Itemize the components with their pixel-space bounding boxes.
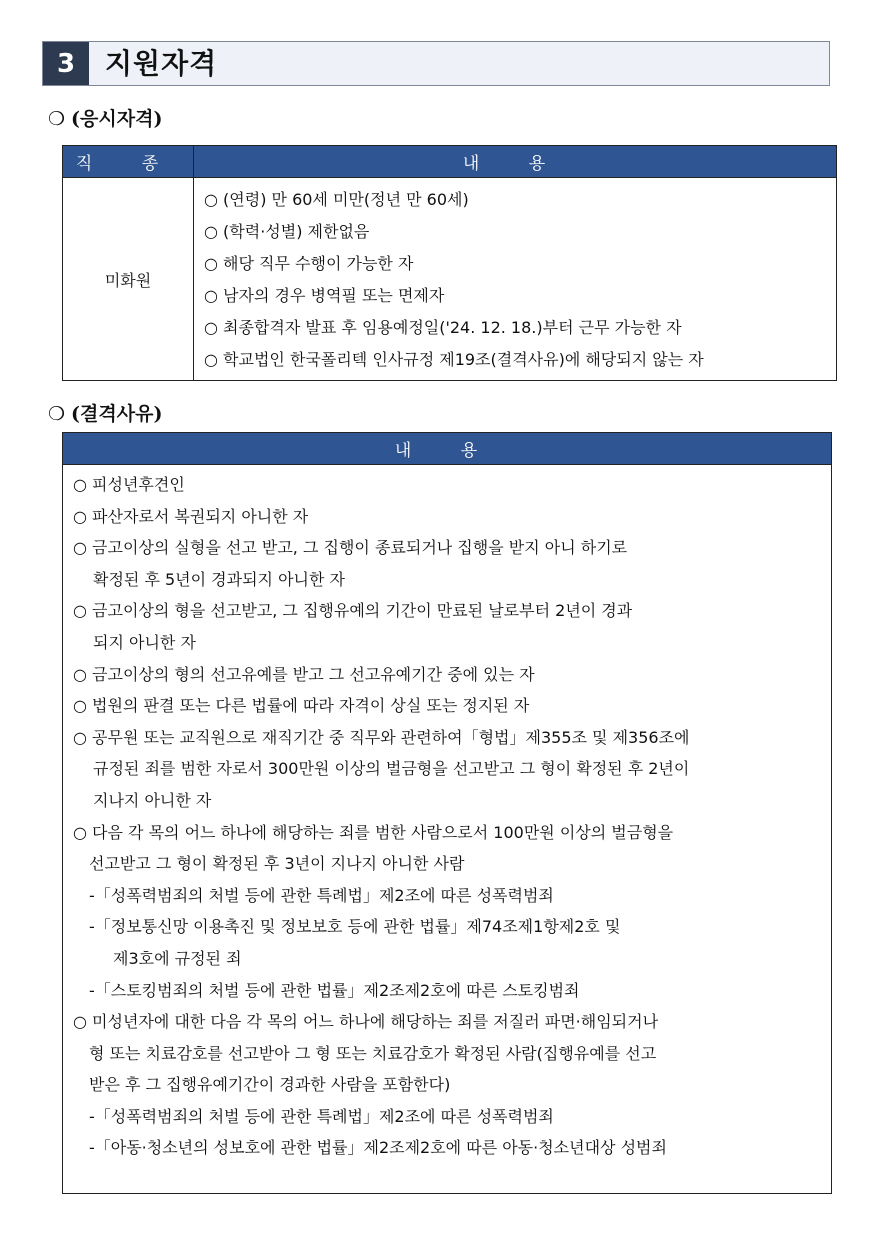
- qualification-items-cell: [194, 178, 837, 381]
- disqualification-line: ○ 공무원 또는 교직원으로 재직기간 중 직무와 관련하여「형법」제355조 및 제356조에: [73, 727, 690, 747]
- qualification-item: ○ 해당 직무 수행이 가능한 자: [204, 254, 414, 273]
- column-header-content: 내 용: [63, 433, 832, 465]
- disqualification-items-cell: [63, 465, 832, 1194]
- disqualifications-heading: [48, 399, 162, 426]
- disqualification-line: -「성폭력범죄의 처벌 등에 관한 특례법」제2조에 따른 성폭력범죄: [89, 1106, 554, 1126]
- bullet-icon: ❍: [48, 403, 66, 425]
- job-title-cell: 미화원: [63, 178, 194, 381]
- qualification-item: ○ 남자의 경우 병역필 또는 면제자: [204, 286, 445, 305]
- disqualification-line: ○ 미성년자에 대한 다음 각 목의 어느 하나에 해당하는 죄를 저질러 파면·해임되거나: [73, 1012, 659, 1032]
- qualifications-heading: [48, 104, 162, 131]
- qualification-item: ○ (연령) 만 60세 미만(정년 만 60세): [204, 190, 469, 209]
- section-title: 지원자격: [105, 47, 218, 80]
- disqualification-line: -「스토킹범죄의 처벌 등에 관한 법률」제2조제2호에 따른 스토킹범죄: [89, 980, 580, 1000]
- disqualifications-heading-text: (결격사유): [71, 403, 163, 425]
- disqualification-line: ○ 법원의 판결 또는 다른 법률에 따라 자격이 상실 또는 정지된 자: [73, 696, 530, 716]
- disqualification-line: -「정보통신망 이용촉진 및 정보보호 등에 관한 법률」제74조제1항제2호 및: [89, 917, 621, 937]
- disqualification-line: 선고받고 그 형이 확정된 후 3년이 지나지 아니한 사람: [89, 854, 465, 874]
- disqualification-line: 형 또는 치료감호를 선고받아 그 형 또는 치료감호가 확정된 사람(집행유예를 선고: [89, 1043, 657, 1063]
- disqualification-line: ○ 금고이상의 형의 선고유예를 받고 그 선고유예기간 중에 있는 자: [73, 664, 535, 684]
- disqualification-line: 확정된 후 5년이 경과되지 아니한 자: [93, 569, 345, 589]
- qualification-item: ○ 최종합격자 발표 후 임용예정일('24. 12. 18.)부터 근무 가능한 자: [204, 318, 682, 337]
- disqualification-line: ○ 다음 각 목의 어느 하나에 해당하는 죄를 범한 사람으로서 100만원 이상의 벌금형을: [73, 822, 674, 842]
- qualification-item: ○ 학교법인 한국폴리텍 인사규정 제19조(결격사유)에 해당되지 않는 자: [204, 350, 704, 369]
- bullet-icon: ❍: [48, 108, 66, 130]
- qualification-item: ○ (학력·성별) 제한없음: [204, 222, 370, 241]
- section-header: [42, 41, 830, 86]
- disqualification-line: ○ 파산자로서 복권되지 아니한 자: [73, 506, 309, 526]
- qualifications-heading-text: (응시자격): [71, 108, 163, 130]
- disqualification-line: 지나지 아니한 자: [93, 790, 212, 810]
- qualifications-table: [62, 145, 837, 381]
- disqualification-line: -「아동·청소년의 성보호에 관한 법률」제2조제2호에 따른 아동·청소년대상 성범죄: [89, 1138, 667, 1158]
- disqualification-line: 규정된 죄를 범한 자로서 300만원 이상의 벌금형을 선고받고 그 형이 확정된 후 2년이: [93, 759, 690, 779]
- disqualifications-table: [62, 432, 832, 1194]
- disqualification-line: ○ 금고이상의 실형을 선고 받고, 그 집행이 종료되거나 집행을 받지 아니 하기로: [73, 538, 628, 558]
- disqualification-line: ○ 금고이상의 형을 선고받고, 그 집행유예의 기간이 만료된 날로부터 2년이 경과: [73, 601, 633, 621]
- column-header-job: 직 종: [63, 146, 194, 178]
- disqualification-line: 제3호에 규정된 죄: [113, 948, 242, 968]
- disqualification-line: 되지 아니한 자: [93, 632, 196, 652]
- disqualification-line: -「성폭력범죄의 처벌 등에 관한 특례법」제2조에 따른 성폭력범죄: [89, 885, 554, 905]
- disqualification-line: 받은 후 그 집행유예기간이 경과한 사람을 포함한다): [89, 1075, 451, 1095]
- section-number: 3: [43, 42, 89, 85]
- column-header-content: 내 용: [194, 146, 837, 178]
- disqualification-line: ○ 피성년후견인: [73, 475, 185, 494]
